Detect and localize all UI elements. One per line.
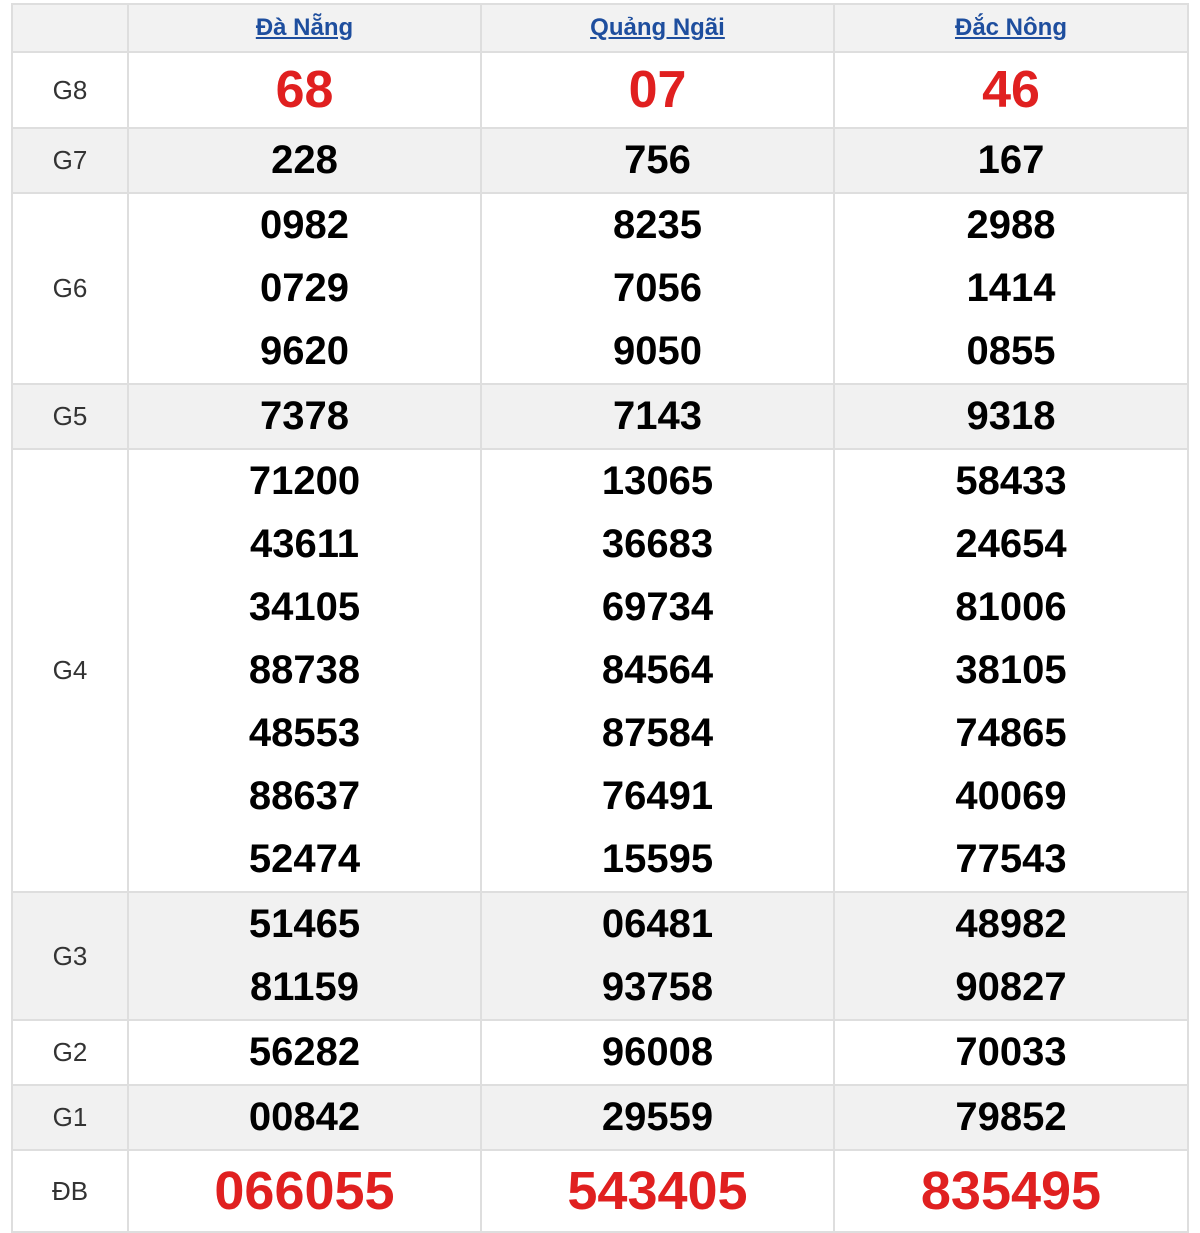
prize-number: 06481 — [601, 902, 714, 946]
prize-value-cell — [481, 1085, 834, 1150]
prize-number: 00842 — [248, 1095, 361, 1139]
prize-label: G1 — [12, 1085, 128, 1150]
special-prize-cell — [834, 1150, 1188, 1232]
prize-value-cell — [834, 193, 1188, 384]
lottery-results-table — [11, 3, 1189, 1233]
prize-number: 88637 — [248, 774, 361, 818]
prize-label: G4 — [12, 449, 128, 892]
prize-row-g1 — [12, 1085, 1188, 1150]
prize-number: 38105 — [955, 648, 1067, 692]
prize-number: 756 — [624, 138, 691, 182]
prize-number: 7056 — [613, 266, 702, 310]
prize-label: G3 — [12, 892, 128, 1020]
prize-number: 43611 — [249, 522, 360, 566]
prize-number: 46 — [982, 61, 1040, 119]
prize-number: 228 — [271, 138, 338, 182]
prize-number: 76491 — [601, 774, 714, 818]
prize-number: 81159 — [249, 965, 360, 1009]
prize-value-cell — [128, 449, 481, 892]
prize-number: 88738 — [248, 648, 361, 692]
prize-number: 36683 — [601, 522, 714, 566]
prize-number: 58433 — [955, 459, 1067, 503]
results-table-wrapper — [11, 3, 1187, 1233]
prize-value-cell — [128, 128, 481, 193]
prize-value-cell — [128, 892, 481, 1020]
prize-value-cell — [481, 384, 834, 449]
prize-value-cell — [481, 449, 834, 892]
prize-number: 7378 — [260, 394, 349, 438]
prize-number: 8235 — [613, 203, 702, 247]
prize-number: 24654 — [955, 522, 1067, 566]
prize-value-cell — [481, 52, 834, 128]
province-link-da-nang[interactable]: Đà Nẵng — [255, 14, 354, 41]
prize-number: 13065 — [601, 459, 714, 503]
prize-number: 79852 — [955, 1095, 1067, 1139]
prize-number: 0982 — [260, 203, 349, 247]
prize-value-cell — [834, 128, 1188, 193]
prize-label: G6 — [12, 193, 128, 384]
prize-number: 90827 — [955, 965, 1067, 1009]
prize-value-cell — [481, 892, 834, 1020]
prize-row-special — [12, 1150, 1188, 1232]
prize-row-g3 — [12, 892, 1188, 1020]
prize-number: 2988 — [966, 203, 1056, 247]
prize-row-g8 — [12, 52, 1188, 128]
prize-value-cell — [128, 384, 481, 449]
prize-number: 29559 — [601, 1095, 714, 1139]
prize-number: 0729 — [260, 266, 349, 310]
prize-number: 34105 — [248, 585, 361, 629]
prize-value-cell — [128, 193, 481, 384]
prize-value-cell — [481, 193, 834, 384]
prize-value-cell — [481, 1020, 834, 1085]
province-link-quang-ngai[interactable]: Quảng Ngãi — [590, 14, 725, 41]
prize-row-g7 — [12, 128, 1188, 193]
prize-label: G2 — [12, 1020, 128, 1085]
prize-number: 74865 — [955, 711, 1067, 755]
prize-number: 48553 — [248, 711, 361, 755]
prize-label: G8 — [12, 52, 128, 128]
special-prize-cell — [128, 1150, 481, 1232]
prize-number: 70033 — [955, 1030, 1067, 1074]
prize-number: 84564 — [601, 648, 714, 692]
prize-number: 15595 — [601, 837, 714, 881]
prize-number: 9318 — [966, 394, 1056, 438]
prize-number: 56282 — [248, 1030, 361, 1074]
header-corner-cell — [12, 4, 128, 52]
prize-number: 71200 — [248, 459, 361, 503]
special-prize-number: 543405 — [567, 1161, 748, 1221]
prize-row-g4 — [12, 449, 1188, 892]
prize-number: 40069 — [955, 774, 1067, 818]
prize-number: 1414 — [966, 266, 1056, 310]
header-cell-province-3 — [834, 4, 1188, 52]
prize-number: 0855 — [966, 329, 1056, 373]
prize-number: 48982 — [955, 902, 1067, 946]
prize-number: 81006 — [955, 585, 1067, 629]
prize-value-cell — [128, 1085, 481, 1150]
prize-number: 7143 — [613, 394, 702, 438]
prize-value-cell — [481, 128, 834, 193]
prize-value-cell — [834, 1020, 1188, 1085]
table-header-row — [12, 4, 1188, 52]
prize-value-cell — [128, 1020, 481, 1085]
prize-value-cell — [834, 892, 1188, 1020]
prize-value-cell — [128, 52, 481, 128]
special-prize-cell — [481, 1150, 834, 1232]
prize-value-cell — [834, 384, 1188, 449]
prize-number: 96008 — [601, 1030, 714, 1074]
prize-number: 93758 — [601, 965, 714, 1009]
prize-value-cell — [834, 52, 1188, 128]
prize-number: 07 — [628, 61, 687, 119]
prize-number: 9620 — [260, 329, 349, 373]
prize-number: 69734 — [601, 585, 714, 629]
prize-row-g5 — [12, 384, 1188, 449]
prize-number: 87584 — [601, 711, 714, 755]
prize-number: 77543 — [955, 837, 1067, 881]
header-cell-province-2 — [481, 4, 834, 52]
prize-number: 9050 — [613, 329, 702, 373]
prize-row-g6 — [12, 193, 1188, 384]
prize-number: 167 — [977, 138, 1045, 182]
prize-label: ĐB — [12, 1150, 128, 1232]
special-prize-number: 066055 — [214, 1161, 395, 1221]
prize-label: G7 — [12, 128, 128, 193]
prize-number: 68 — [275, 61, 334, 119]
prize-value-cell — [834, 449, 1188, 892]
header-cell-province-1 — [128, 4, 481, 52]
province-link-dac-nong[interactable]: Đắc Nông — [954, 14, 1067, 41]
special-prize-number: 835495 — [920, 1161, 1102, 1221]
prize-value-cell — [834, 1085, 1188, 1150]
prize-number: 52474 — [248, 837, 361, 881]
prize-row-g2 — [12, 1020, 1188, 1085]
prize-label: G5 — [12, 384, 128, 449]
prize-number: 51465 — [248, 902, 361, 946]
